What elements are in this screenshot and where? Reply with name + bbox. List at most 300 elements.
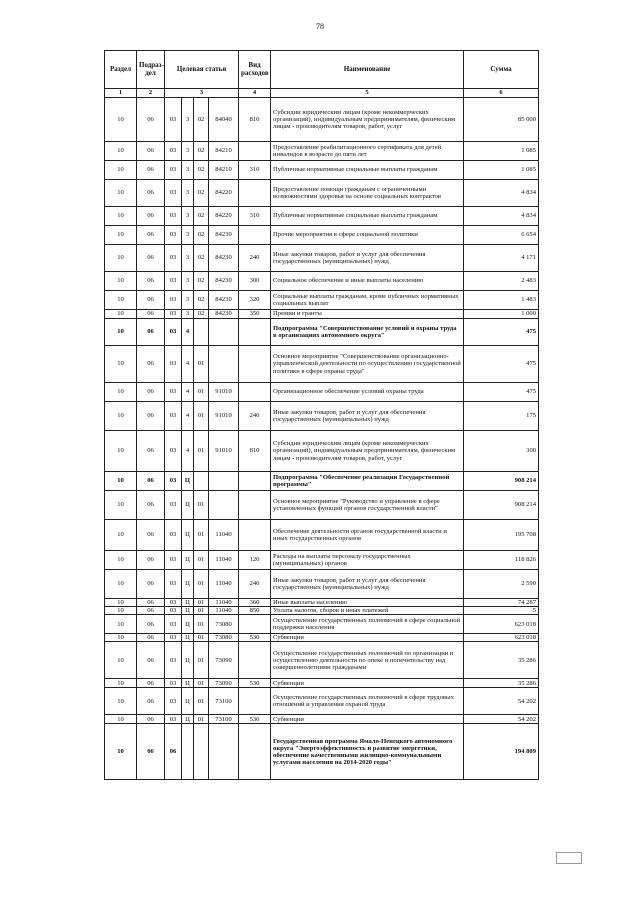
cell-podrazdel: 06 [137,142,165,161]
cell-subprogram: 3 [182,207,194,226]
table-row [105,642,539,679]
cell-razdel: 10 [105,207,137,226]
cell-name: Иные закупки товаров, работ и услуг для обеспечения государственных (муниципальных) нужд [271,245,464,272]
cell-razdel: 10 [105,634,137,642]
header-name: Наименование [271,51,464,89]
cell-direction: 84230 [209,272,239,291]
cell-name: Основное мероприятие "Руководство и управление в сфере установленных функций органов государственной власти" [271,491,464,520]
cell-event: 02 [194,226,209,245]
cell-direction: 73090 [209,642,239,679]
cell-name: Премии и гранты [271,310,464,319]
table-row [105,520,539,551]
cell-razdel: 10 [105,142,137,161]
cell-sum: 1 483 [464,291,539,310]
index-cell: 6 [464,89,539,98]
cell-program: 03 [165,291,182,310]
cell-program: 03 [165,599,182,607]
cell-razdel: 10 [105,599,137,607]
cell-podrazdel: 06 [137,715,165,724]
cell-event: 01 [194,570,209,599]
table-row [105,180,539,207]
cell-vid-raskhodov [239,520,271,551]
table-row [105,383,539,402]
cell-razdel: 10 [105,688,137,715]
cell-subprogram: Ц [182,642,194,679]
header-razdel: Раздел [105,51,137,89]
table-row [105,207,539,226]
cell-name: Осуществление государственных полномочий в сфере социальной поддержки населения [271,615,464,634]
cell-name: Уплата налогов, сборов и иных платежей [271,607,464,615]
cell-podrazdel: 06 [137,310,165,319]
table-row [105,245,539,272]
cell-event: 02 [194,272,209,291]
cell-sum: 4 834 [464,180,539,207]
cell-podrazdel: 06 [137,642,165,679]
cell-subprogram [182,724,194,780]
cell-program: 06 [165,724,182,780]
cell-name: Публичные нормативные социальные выплаты гражданам [271,207,464,226]
cell-name: Субсидии юридическим лицам (кроме некоммерческих организаций), индивидуальным предпринимателям, физическим лицам - производителям товаров, работ, услуг [271,431,464,472]
cell-sum: 475 [464,346,539,383]
cell-subprogram: Ц [182,607,194,615]
cell-name: Осуществление государственных полномочий в сфере трудовых отношений и управления охраной труда [271,688,464,715]
table-row [105,679,539,688]
cell-program: 03 [165,161,182,180]
cell-sum: 4 834 [464,207,539,226]
cell-subprogram: Ц [182,679,194,688]
cell-program: 03 [165,142,182,161]
table-row [105,570,539,599]
cell-sum: 623 018 [464,615,539,634]
cell-subprogram: 3 [182,180,194,207]
cell-name: Осуществление государственных полномочий по организации и осуществлению деятельности по опеке и попечительству над совершеннолетними гражданами [271,642,464,679]
cell-program: 03 [165,688,182,715]
cell-vid-raskhodov [239,180,271,207]
cell-sum: 475 [464,319,539,346]
cell-podrazdel: 06 [137,226,165,245]
cell-subprogram: Ц [182,615,194,634]
table-row [105,431,539,472]
cell-name: Прочие мероприятия в сфере социальной политики [271,226,464,245]
cell-sum: 35 286 [464,642,539,679]
cell-razdel: 10 [105,226,137,245]
table-row [105,161,539,180]
table-row [105,272,539,291]
cell-vid-raskhodov: 300 [239,272,271,291]
cell-event [194,724,209,780]
cell-razdel: 10 [105,431,137,472]
cell-event: 01 [194,402,209,431]
cell-program: 03 [165,310,182,319]
cell-podrazdel: 06 [137,607,165,615]
cell-sum: 195 708 [464,520,539,551]
cell-sum: 54 202 [464,688,539,715]
cell-vid-raskhodov: 530 [239,715,271,724]
cell-direction: 84230 [209,310,239,319]
cell-razdel: 10 [105,491,137,520]
cell-direction: 84230 [209,245,239,272]
cell-subprogram: Ц [182,520,194,551]
cell-program: 03 [165,207,182,226]
cell-name: Иные выплаты населению [271,599,464,607]
cell-event: 01 [194,715,209,724]
cell-direction [209,346,239,383]
cell-event: 02 [194,142,209,161]
cell-event: 01 [194,346,209,383]
cell-subprogram: 4 [182,346,194,383]
cell-podrazdel: 06 [137,291,165,310]
cell-subprogram: 3 [182,310,194,319]
table-body [105,98,539,780]
cell-razdel: 10 [105,291,137,310]
cell-razdel: 10 [105,346,137,383]
cell-event: 02 [194,291,209,310]
cell-direction: 73080 [209,615,239,634]
index-row [105,89,539,98]
cell-direction: 84220 [209,207,239,226]
cell-event: 01 [194,615,209,634]
cell-program: 03 [165,491,182,520]
cell-razdel: 10 [105,402,137,431]
cell-podrazdel: 06 [137,98,165,142]
header-row [105,51,539,89]
cell-program: 03 [165,346,182,383]
cell-program: 03 [165,520,182,551]
index-cell: 2 [137,89,165,98]
cell-direction: 84040 [209,98,239,142]
cell-podrazdel: 06 [137,570,165,599]
table-row [105,599,539,607]
cell-event: 01 [194,642,209,679]
cell-sum: 1 085 [464,161,539,180]
cell-razdel: 10 [105,245,137,272]
cell-podrazdel: 06 [137,245,165,272]
cell-vid-raskhodov [239,319,271,346]
cell-event: 01 [194,383,209,402]
cell-subprogram: 3 [182,291,194,310]
cell-program: 03 [165,245,182,272]
cell-podrazdel: 06 [137,520,165,551]
cell-subprogram: Ц [182,551,194,570]
cell-sum: 175 [464,402,539,431]
cell-vid-raskhodov: 240 [239,402,271,431]
cell-event: 02 [194,245,209,272]
table-row [105,607,539,615]
header-vid-raskhodov: Вид расходов [239,51,271,89]
cell-program: 03 [165,472,182,491]
cell-vid-raskhodov: 240 [239,570,271,599]
cell-event: 02 [194,98,209,142]
cell-vid-raskhodov: 360 [239,599,271,607]
cell-direction: 91010 [209,431,239,472]
cell-direction: 11040 [209,520,239,551]
cell-sum: 908 214 [464,491,539,520]
cell-event: 01 [194,688,209,715]
cell-name: Субвенции [271,679,464,688]
page-number: 78 [316,22,324,31]
cell-razdel: 10 [105,679,137,688]
cell-razdel: 10 [105,383,137,402]
cell-podrazdel: 06 [137,346,165,383]
cell-event: 02 [194,161,209,180]
cell-event [194,319,209,346]
cell-program: 03 [165,634,182,642]
cell-vid-raskhodov [239,472,271,491]
cell-direction [209,319,239,346]
cell-direction: 91010 [209,402,239,431]
cell-vid-raskhodov: 530 [239,679,271,688]
cell-podrazdel: 06 [137,634,165,642]
cell-vid-raskhodov [239,491,271,520]
cell-sum: 194 809 [464,724,539,780]
cell-sum: 1 000 [464,310,539,319]
cell-vid-raskhodov: 350 [239,310,271,319]
cell-podrazdel: 06 [137,551,165,570]
header-sum: Сумма [464,51,539,89]
table-row [105,715,539,724]
cell-vid-raskhodov: 310 [239,207,271,226]
cell-podrazdel: 06 [137,491,165,520]
header-celevaya-statya: Целевая статья [165,51,239,89]
cell-razdel: 10 [105,161,137,180]
cell-event: 02 [194,207,209,226]
cell-razdel: 10 [105,607,137,615]
cell-subprogram: Ц [182,491,194,520]
cell-razdel: 10 [105,570,137,599]
budget-table [104,50,539,780]
cell-event: 01 [194,551,209,570]
cell-name: Субсидии юридическим лицам (кроме некоммерческих организаций), индивидуальным предпринимателям, физическим лицам - производителям товаров, работ, услуг [271,98,464,142]
table-row [105,491,539,520]
cell-subprogram: Ц [182,688,194,715]
cell-podrazdel: 06 [137,599,165,607]
cell-podrazdel: 06 [137,431,165,472]
cell-name: Социальное обеспечение и иные выплаты населению [271,272,464,291]
cell-program: 03 [165,402,182,431]
cell-name: Социальные выплаты гражданам, кроме публичных нормативных социальных выплат [271,291,464,310]
cell-name: Подпрограмма "Совершенствование условий и охраны труда в организациях автономного округа" [271,319,464,346]
cell-direction: 91010 [209,383,239,402]
cell-vid-raskhodov [239,724,271,780]
cell-program: 03 [165,679,182,688]
cell-sum: 118 826 [464,551,539,570]
cell-event: 02 [194,180,209,207]
cell-direction: 84230 [209,226,239,245]
cell-program: 03 [165,272,182,291]
table-row [105,615,539,634]
cell-direction: 84210 [209,142,239,161]
cell-subprogram: 3 [182,226,194,245]
cell-name: Публичные нормативные социальные выплаты гражданам [271,161,464,180]
cell-direction: 11040 [209,599,239,607]
cell-sum: 908 214 [464,472,539,491]
cell-subprogram: 4 [182,319,194,346]
cell-program: 03 [165,551,182,570]
cell-razdel: 10 [105,272,137,291]
cell-program: 03 [165,615,182,634]
cell-sum: 623 018 [464,634,539,642]
cell-vid-raskhodov: 310 [239,161,271,180]
cell-vid-raskhodov: 320 [239,291,271,310]
cell-direction: 11040 [209,551,239,570]
cell-podrazdel: 06 [137,402,165,431]
cell-razdel: 10 [105,319,137,346]
cell-podrazdel: 06 [137,161,165,180]
cell-program: 03 [165,715,182,724]
cell-sum: 54 202 [464,715,539,724]
cell-direction: 84220 [209,180,239,207]
cell-event: 01 [194,679,209,688]
table-row [105,291,539,310]
cell-vid-raskhodov: 850 [239,607,271,615]
cell-event [194,472,209,491]
cell-sum: 4 171 [464,245,539,272]
cell-razdel: 10 [105,310,137,319]
cell-name: Подпрограмма "Обеспечение реализации Государственной программы" [271,472,464,491]
cell-vid-raskhodov [239,688,271,715]
cell-name: Субвенции [271,634,464,642]
cell-podrazdel: 06 [137,615,165,634]
cell-name: Предоставление реабилитационного сертификата для детей инвалидов в возрасте до пяти лет [271,142,464,161]
cell-event: 01 [194,599,209,607]
cell-name: Организационное обеспечение условий охраны труда [271,383,464,402]
cell-direction: 11040 [209,570,239,599]
table-row [105,472,539,491]
cell-subprogram: 4 [182,383,194,402]
cell-event: 01 [194,431,209,472]
cell-vid-raskhodov [239,383,271,402]
cell-direction: 73100 [209,715,239,724]
table-row [105,688,539,715]
cell-sum: 1 085 [464,142,539,161]
table-row [105,319,539,346]
table-row [105,634,539,642]
cell-name: Иные закупки товаров, работ и услуг для обеспечения государственных (муниципальных) нужд [271,402,464,431]
cell-sum: 6 654 [464,226,539,245]
cell-subprogram: 3 [182,245,194,272]
cell-direction: 84210 [209,161,239,180]
cell-podrazdel: 06 [137,319,165,346]
cell-program: 03 [165,607,182,615]
cell-razdel: 10 [105,180,137,207]
cell-vid-raskhodov [239,346,271,383]
cell-subprogram: 3 [182,142,194,161]
cell-program: 03 [165,570,182,599]
cell-event: 01 [194,634,209,642]
table-row [105,98,539,142]
cell-subprogram: 4 [182,402,194,431]
cell-name: Субвенции [271,715,464,724]
index-cell: 4 [239,89,271,98]
cell-sum: 35 286 [464,679,539,688]
cell-razdel: 10 [105,724,137,780]
cell-podrazdel: 06 [137,472,165,491]
cell-name: Государственная программа Ямало-Ненецкого автономного округа "Энергоэффективность и развитие энергетики, обеспечение качественными жилищно-коммунальными услугами населения на 2014-2020 годы" [271,724,464,780]
index-cell: 1 [105,89,137,98]
cell-vid-raskhodov [239,226,271,245]
cell-direction [209,491,239,520]
cell-vid-raskhodov: 810 [239,431,271,472]
cell-program: 03 [165,642,182,679]
cell-podrazdel: 06 [137,272,165,291]
cell-razdel: 10 [105,642,137,679]
table-row [105,226,539,245]
cell-razdel: 10 [105,615,137,634]
table-row [105,346,539,383]
cell-sum: 85 000 [464,98,539,142]
cell-event: 01 [194,607,209,615]
cell-direction [209,724,239,780]
cell-name: Расходы на выплаты персоналу государственных (муниципальных) органов [271,551,464,570]
cell-vid-raskhodov: 120 [239,551,271,570]
cell-event: 02 [194,310,209,319]
cell-vid-raskhodov: 530 [239,634,271,642]
cell-sum: 475 [464,383,539,402]
table-row [105,551,539,570]
cell-direction [209,472,239,491]
cell-program: 03 [165,98,182,142]
cell-subprogram: 3 [182,98,194,142]
cell-name: Предоставление помощи гражданам с ограниченными возможностями здоровья на основе социальных контрактов [271,180,464,207]
cell-razdel: 10 [105,98,137,142]
cell-program: 03 [165,431,182,472]
cell-subprogram: Ц [182,599,194,607]
cell-subprogram: Ц [182,634,194,642]
cell-subprogram: 4 [182,431,194,472]
cell-razdel: 10 [105,472,137,491]
index-cell: 5 [271,89,464,98]
cell-razdel: 10 [105,551,137,570]
cell-razdel: 10 [105,520,137,551]
table-row [105,142,539,161]
header-podrazdel: Подраз- дел [137,51,165,89]
cell-program: 03 [165,319,182,346]
cell-event: 01 [194,520,209,551]
cell-vid-raskhodov [239,642,271,679]
cell-razdel: 10 [105,715,137,724]
cell-program: 03 [165,383,182,402]
cell-subprogram: Ц [182,570,194,599]
table-row [105,724,539,780]
cell-subprogram: 3 [182,272,194,291]
cell-direction: 84230 [209,291,239,310]
cell-subprogram: Ц [182,472,194,491]
cell-podrazdel: 06 [137,383,165,402]
cell-direction: 73090 [209,679,239,688]
cell-direction: 73080 [209,634,239,642]
cell-vid-raskhodov [239,615,271,634]
cell-event: 01 [194,491,209,520]
cell-direction: 11040 [209,607,239,615]
cell-name: Обеспечение деятельности органов государственной власти и иных государственных органов [271,520,464,551]
cell-direction: 73100 [209,688,239,715]
cell-sum: 2 590 [464,570,539,599]
table-row [105,402,539,431]
cell-sum: 300 [464,431,539,472]
cell-subprogram: 3 [182,161,194,180]
cell-sum: 5 [464,607,539,615]
cell-podrazdel: 06 [137,688,165,715]
cell-vid-raskhodov [239,142,271,161]
cell-vid-raskhodov: 240 [239,245,271,272]
cell-name: Основное мероприятие "Совершенствование организационно-управленческой деятельности по осуществлению государственной политики в сфере охраны труда" [271,346,464,383]
cell-vid-raskhodov: 810 [239,98,271,142]
cell-podrazdel: 06 [137,724,165,780]
cell-podrazdel: 06 [137,180,165,207]
cell-program: 03 [165,226,182,245]
cell-sum: 2 483 [464,272,539,291]
cell-podrazdel: 06 [137,207,165,226]
